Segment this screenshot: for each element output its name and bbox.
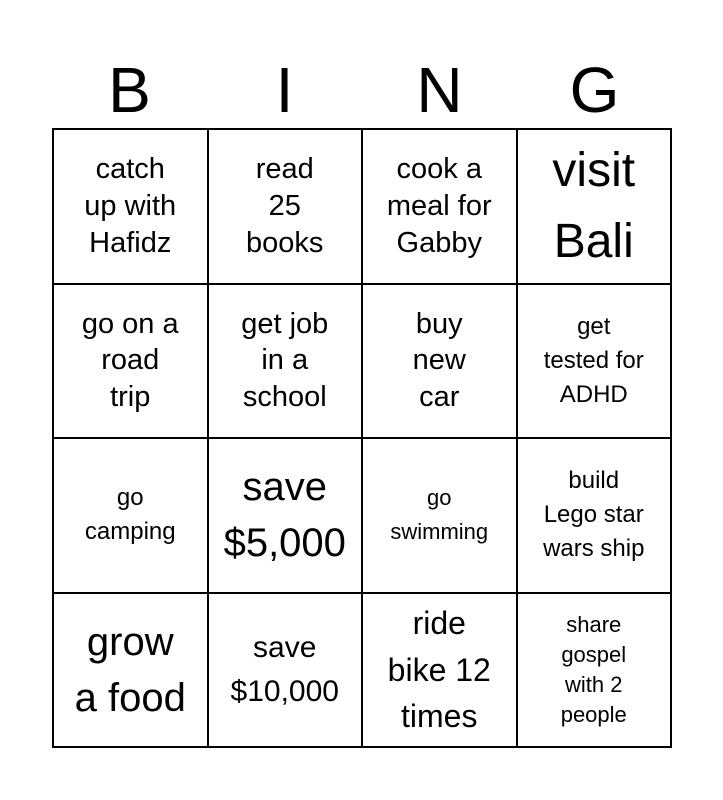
cell-text: share gospel with 2 people: [560, 611, 627, 727]
bingo-cell[interactable]: [517, 284, 672, 439]
bingo-cell[interactable]: [517, 438, 672, 593]
header-letter-i: I: [275, 54, 294, 126]
cell-text: build Lego star wars ship: [543, 467, 645, 563]
bingo-cell[interactable]: [53, 129, 208, 284]
bingo-header: [52, 52, 672, 128]
bingo-cell[interactable]: [53, 284, 208, 439]
bingo-cell[interactable]: [517, 593, 672, 748]
bingo-cell[interactable]: [362, 129, 517, 284]
cell-text: go on a road trip: [81, 307, 179, 414]
cell-text: get tested for ADHD: [543, 312, 644, 408]
cell-text: catch up with Hafidz: [84, 153, 177, 259]
header-letter-g: G: [569, 54, 620, 126]
header-letter-n: N: [416, 54, 463, 126]
cell-text: go camping: [84, 484, 176, 546]
cell-text: buy new car: [412, 307, 466, 414]
bingo-cell[interactable]: [208, 593, 363, 748]
bingo-cell[interactable]: [208, 438, 363, 593]
bingo-cell[interactable]: [362, 593, 517, 748]
cell-text: cook a meal for Gabby: [386, 153, 492, 259]
bingo-cell[interactable]: [362, 438, 517, 593]
cell-text: visit Bali: [552, 144, 636, 269]
cell-text: save $5,000: [223, 465, 346, 566]
bingo-cell[interactable]: [517, 129, 672, 284]
cell-text: grow a food: [74, 619, 186, 720]
cell-text: ride bike 12 times: [387, 605, 491, 734]
bingo-cell[interactable]: [208, 284, 363, 439]
bingo-cell[interactable]: [53, 593, 208, 748]
bingo-grid: [52, 128, 672, 748]
cell-text: save $10,000: [230, 631, 339, 708]
bingo-cell[interactable]: [362, 284, 517, 439]
bingo-cell[interactable]: [208, 129, 363, 284]
bingo-cell[interactable]: [53, 438, 208, 593]
cell-text: go swimming: [390, 485, 489, 545]
cell-text: read 25 books: [246, 153, 324, 259]
header-letter-b: B: [108, 54, 151, 126]
cell-text: get job in a school: [241, 307, 329, 414]
